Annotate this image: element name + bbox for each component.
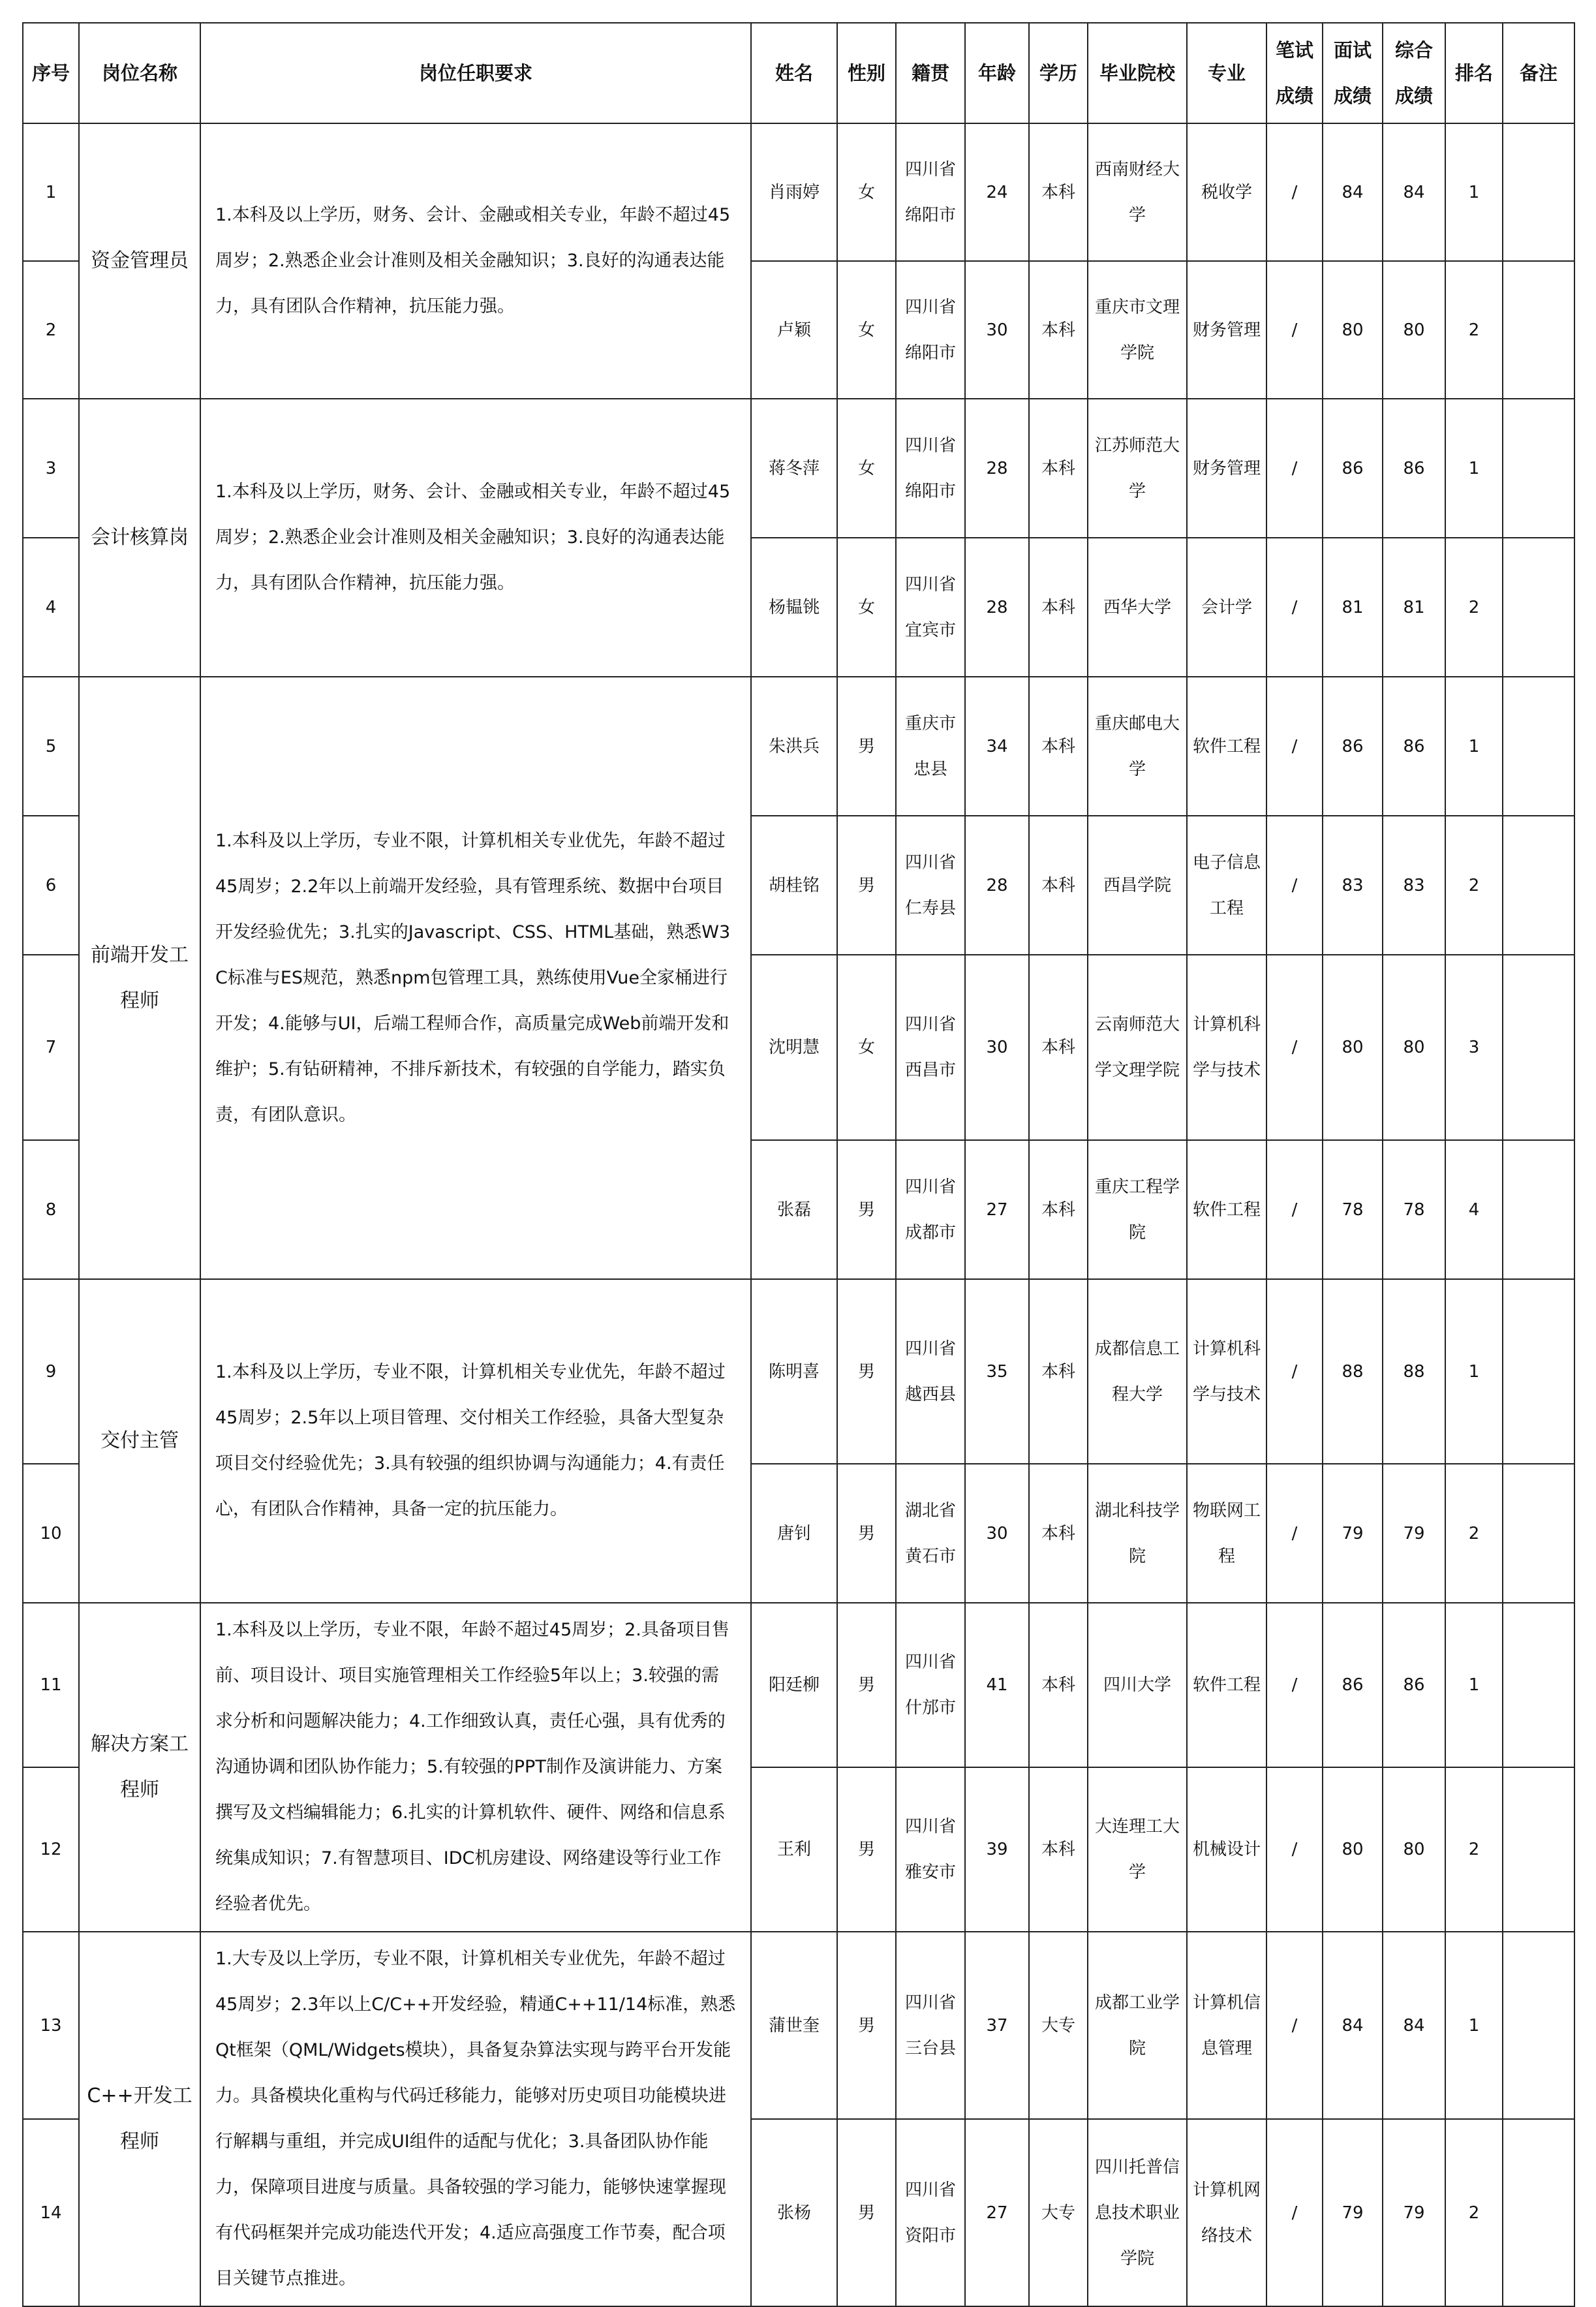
cell-origin: 四川省绵阳市 — [896, 399, 965, 538]
cell-education: 本科 — [1029, 123, 1088, 261]
cell-school: 大连理工大学 — [1088, 1767, 1187, 1932]
cell-no: 11 — [23, 1603, 79, 1767]
cell-major: 软件工程 — [1187, 1603, 1266, 1767]
cell-origin: 四川省三台县 — [896, 1932, 965, 2119]
cell-school: 西华大学 — [1088, 538, 1187, 677]
header-gender: 性别 — [837, 23, 896, 123]
cell-position: 会计核算岗 — [79, 399, 200, 677]
cell-name: 陈明喜 — [751, 1279, 837, 1464]
cell-requirement: 1.本科及以上学历，专业不限，年龄不超过45周岁；2.具备项目售前、项目设计、项目实施管理相关工作经验5年以上；3.较强的需求分析和问题解决能力；4.工作细致认真，责任心强，具有优秀的沟通协调和团队协作能力；5.有较强的PPT制作及演讲能力、方案撰写及文档编辑能力；6.扎实的计算机软件、硬件、网络和信息系统集成知识；7.有智慧项目、IDC机房建设、网络建设等行业工作经验者优先。 — [200, 1603, 751, 1932]
cell-interview-score: 84 — [1323, 123, 1383, 261]
cell-no: 12 — [23, 1767, 79, 1932]
cell-major: 电子信息工程 — [1187, 816, 1266, 955]
cell-major: 物联网工程 — [1187, 1464, 1266, 1603]
cell-age: 39 — [965, 1767, 1029, 1932]
cell-major: 计算机科学与技术 — [1187, 955, 1266, 1140]
cell-school: 成都信息工程大学 — [1088, 1279, 1187, 1464]
cell-position: 解决方案工程师 — [79, 1603, 200, 1932]
cell-requirement: 1.大专及以上学历，专业不限，计算机相关专业优先，年龄不超过45周岁；2.3年以上C/C++开发经验，精通C++11/14标准，熟悉Qt框架（QML/Widgets模块），具备复杂算法实现与跨平台开发能力。具备模块化重构与代码迁移能力，能够对历史项目功能模块进行解耦与重组，并完成UI组件的适配与优化；3.具备团队协作能力，保障项目进度与质量。具备较强的学习能力，能够快速掌握现有代码框架并完成功能迭代开发；4.适应高强度工作节奏，配合项目关键节点推进。 — [200, 1932, 751, 2306]
cell-name: 蒋冬萍 — [751, 399, 837, 538]
cell-written-score: / — [1266, 123, 1323, 261]
cell-total-score: 86 — [1383, 399, 1445, 538]
cell-no: 13 — [23, 1932, 79, 2119]
cell-interview-score: 83 — [1323, 816, 1383, 955]
cell-written-score: / — [1266, 1140, 1323, 1279]
header-education: 学历 — [1029, 23, 1088, 123]
cell-age: 37 — [965, 1932, 1029, 2119]
cell-interview-score: 80 — [1323, 261, 1383, 399]
cell-no: 3 — [23, 399, 79, 538]
cell-position: C++开发工程师 — [79, 1932, 200, 2306]
cell-remark — [1503, 2119, 1574, 2306]
cell-remark — [1503, 1603, 1574, 1767]
cell-gender: 男 — [837, 2119, 896, 2306]
cell-age: 28 — [965, 399, 1029, 538]
cell-position: 资金管理员 — [79, 123, 200, 399]
cell-total-score: 86 — [1383, 677, 1445, 816]
document-page — [22, 22, 1574, 2289]
cell-no: 6 — [23, 816, 79, 955]
cell-age: 30 — [965, 1464, 1029, 1603]
cell-school: 四川大学 — [1088, 1603, 1187, 1767]
cell-no: 9 — [23, 1279, 79, 1464]
cell-major: 计算机信息管理 — [1187, 1932, 1266, 2119]
cell-major: 软件工程 — [1187, 1140, 1266, 1279]
cell-remark — [1503, 677, 1574, 816]
cell-total-score: 81 — [1383, 538, 1445, 677]
cell-education: 本科 — [1029, 677, 1088, 816]
cell-written-score: / — [1266, 1464, 1323, 1603]
cell-no: 5 — [23, 677, 79, 816]
cell-no: 14 — [23, 2119, 79, 2306]
cell-major: 软件工程 — [1187, 677, 1266, 816]
cell-gender: 男 — [837, 677, 896, 816]
cell-total-score: 79 — [1383, 1464, 1445, 1603]
cell-gender: 女 — [837, 399, 896, 538]
cell-interview-score: 78 — [1323, 1140, 1383, 1279]
cell-education: 大专 — [1029, 1932, 1088, 2119]
cell-origin: 重庆市忠县 — [896, 677, 965, 816]
header-position: 岗位名称 — [79, 23, 200, 123]
recruitment-results-table — [22, 22, 1575, 2307]
cell-origin: 四川省绵阳市 — [896, 123, 965, 261]
header-no: 序号 — [23, 23, 79, 123]
cell-gender: 男 — [837, 1279, 896, 1464]
table-row — [23, 1603, 1574, 1767]
cell-age: 27 — [965, 2119, 1029, 2306]
table-header-row — [23, 23, 1574, 123]
cell-school: 重庆市文理学院 — [1088, 261, 1187, 399]
cell-education: 本科 — [1029, 1279, 1088, 1464]
cell-school: 江苏师范大学 — [1088, 399, 1187, 538]
cell-interview-score: 88 — [1323, 1279, 1383, 1464]
cell-school: 云南师范大学文理学院 — [1088, 955, 1187, 1140]
header-total-score: 综合成绩 — [1383, 23, 1445, 123]
cell-origin: 湖北省黄石市 — [896, 1464, 965, 1603]
cell-rank: 4 — [1445, 1140, 1503, 1279]
cell-rank: 2 — [1445, 816, 1503, 955]
cell-rank: 2 — [1445, 1767, 1503, 1932]
cell-education: 本科 — [1029, 955, 1088, 1140]
cell-origin: 四川省什邡市 — [896, 1603, 965, 1767]
cell-written-score: / — [1266, 816, 1323, 955]
cell-education: 本科 — [1029, 261, 1088, 399]
cell-interview-score: 86 — [1323, 1603, 1383, 1767]
cell-education: 本科 — [1029, 1767, 1088, 1932]
cell-interview-score: 84 — [1323, 1932, 1383, 2119]
cell-interview-score: 80 — [1323, 955, 1383, 1140]
cell-name: 唐钊 — [751, 1464, 837, 1603]
cell-position: 交付主管 — [79, 1279, 200, 1603]
cell-education: 本科 — [1029, 1603, 1088, 1767]
cell-gender: 男 — [837, 1932, 896, 2119]
cell-age: 30 — [965, 955, 1029, 1140]
cell-requirement: 1.本科及以上学历，财务、会计、金融或相关专业，年龄不超过45周岁；2.熟悉企业会计准则及相关金融知识；3.良好的沟通表达能力，具有团队合作精神，抗压能力强。 — [200, 399, 751, 677]
cell-school: 西昌学院 — [1088, 816, 1187, 955]
cell-gender: 男 — [837, 1603, 896, 1767]
cell-remark — [1503, 1767, 1574, 1932]
cell-age: 24 — [965, 123, 1029, 261]
cell-remark — [1503, 538, 1574, 677]
cell-total-score: 78 — [1383, 1140, 1445, 1279]
cell-total-score: 79 — [1383, 2119, 1445, 2306]
header-school: 毕业院校 — [1088, 23, 1187, 123]
cell-name: 胡桂铭 — [751, 816, 837, 955]
cell-total-score: 86 — [1383, 1603, 1445, 1767]
cell-education: 大专 — [1029, 2119, 1088, 2306]
cell-remark — [1503, 123, 1574, 261]
cell-school: 重庆邮电大学 — [1088, 677, 1187, 816]
cell-school: 四川托普信息技术职业学院 — [1088, 2119, 1187, 2306]
cell-requirement: 1.本科及以上学历，专业不限，计算机相关专业优先，年龄不超过45周岁；2.2年以上前端开发经验，具有管理系统、数据中台项目开发经验优先；3.扎实的Javascript、CSS、HTML基础，熟悉W3C标准与ES规范，熟悉npm包管理工具，熟练使用Vue全家桶进行开发；4.能够与UI，后端工程师合作，高质量完成Web前端开发和维护；5.有钻研精神，不排斥新技术，有较强的自学能力，踏实负责，有团队意识。 — [200, 677, 751, 1279]
cell-age: 41 — [965, 1603, 1029, 1767]
cell-no: 10 — [23, 1464, 79, 1603]
cell-total-score: 88 — [1383, 1279, 1445, 1464]
table-row — [23, 123, 1574, 261]
cell-no: 1 — [23, 123, 79, 261]
cell-written-score: / — [1266, 677, 1323, 816]
cell-total-score: 80 — [1383, 261, 1445, 399]
cell-total-score: 84 — [1383, 123, 1445, 261]
cell-interview-score: 79 — [1323, 2119, 1383, 2306]
cell-rank: 2 — [1445, 1464, 1503, 1603]
cell-interview-score: 81 — [1323, 538, 1383, 677]
cell-remark — [1503, 1279, 1574, 1464]
header-written-score: 笔试成绩 — [1266, 23, 1323, 123]
cell-written-score: / — [1266, 955, 1323, 1140]
cell-written-score: / — [1266, 1932, 1323, 2119]
cell-rank: 2 — [1445, 538, 1503, 677]
cell-remark — [1503, 1932, 1574, 2119]
cell-written-score: / — [1266, 1603, 1323, 1767]
cell-education: 本科 — [1029, 1140, 1088, 1279]
cell-written-score: / — [1266, 2119, 1323, 2306]
cell-major: 税收学 — [1187, 123, 1266, 261]
cell-remark — [1503, 399, 1574, 538]
cell-written-score: / — [1266, 538, 1323, 677]
cell-remark — [1503, 261, 1574, 399]
cell-origin: 四川省宜宾市 — [896, 538, 965, 677]
cell-gender: 男 — [837, 1464, 896, 1603]
cell-written-score: / — [1266, 399, 1323, 538]
cell-school: 成都工业学院 — [1088, 1932, 1187, 2119]
cell-origin: 四川省雅安市 — [896, 1767, 965, 1932]
cell-rank: 1 — [1445, 1932, 1503, 2119]
cell-name: 张杨 — [751, 2119, 837, 2306]
cell-origin: 四川省资阳市 — [896, 2119, 965, 2306]
cell-major: 计算机科学与技术 — [1187, 1279, 1266, 1464]
cell-origin: 四川省成都市 — [896, 1140, 965, 1279]
cell-total-score: 80 — [1383, 955, 1445, 1140]
cell-school: 湖北科技学院 — [1088, 1464, 1187, 1603]
cell-total-score: 83 — [1383, 816, 1445, 955]
cell-rank: 2 — [1445, 261, 1503, 399]
cell-name: 蒲世奎 — [751, 1932, 837, 2119]
cell-gender: 女 — [837, 955, 896, 1140]
cell-name: 卢颖 — [751, 261, 837, 399]
cell-origin: 四川省绵阳市 — [896, 261, 965, 399]
cell-remark — [1503, 816, 1574, 955]
cell-age: 35 — [965, 1279, 1029, 1464]
cell-education: 本科 — [1029, 816, 1088, 955]
cell-major: 财务管理 — [1187, 261, 1266, 399]
cell-gender: 男 — [837, 816, 896, 955]
cell-education: 本科 — [1029, 1464, 1088, 1603]
cell-requirement: 1.本科及以上学历，专业不限，计算机相关专业优先，年龄不超过45周岁；2.5年以上项目管理、交付相关工作经验，具备大型复杂项目交付经验优先；3.具有较强的组织协调与沟通能力；4.有责任心，有团队合作精神，具备一定的抗压能力。 — [200, 1279, 751, 1603]
cell-age: 34 — [965, 677, 1029, 816]
cell-education: 本科 — [1029, 399, 1088, 538]
cell-major: 会计学 — [1187, 538, 1266, 677]
cell-rank: 2 — [1445, 2119, 1503, 2306]
cell-education: 本科 — [1029, 538, 1088, 677]
table-row — [23, 1279, 1574, 1464]
cell-interview-score: 86 — [1323, 399, 1383, 538]
cell-gender: 男 — [837, 1767, 896, 1932]
cell-interview-score: 79 — [1323, 1464, 1383, 1603]
cell-written-score: / — [1266, 1279, 1323, 1464]
cell-rank: 3 — [1445, 955, 1503, 1140]
cell-no: 2 — [23, 261, 79, 399]
cell-origin: 四川省西昌市 — [896, 955, 965, 1140]
cell-school: 西南财经大学 — [1088, 123, 1187, 261]
cell-age: 30 — [965, 261, 1029, 399]
header-major: 专业 — [1187, 23, 1266, 123]
cell-name: 杨韫铫 — [751, 538, 837, 677]
header-name: 姓名 — [751, 23, 837, 123]
cell-age: 28 — [965, 816, 1029, 955]
cell-major: 财务管理 — [1187, 399, 1266, 538]
cell-name: 沈明慧 — [751, 955, 837, 1140]
cell-no: 7 — [23, 955, 79, 1140]
cell-rank: 1 — [1445, 123, 1503, 261]
cell-name: 阳廷柳 — [751, 1603, 837, 1767]
header-requirement: 岗位任职要求 — [200, 23, 751, 123]
cell-interview-score: 80 — [1323, 1767, 1383, 1932]
header-origin: 籍贯 — [896, 23, 965, 123]
table-row — [23, 1932, 1574, 2119]
header-rank: 排名 — [1445, 23, 1503, 123]
header-age: 年龄 — [965, 23, 1029, 123]
cell-interview-score: 86 — [1323, 677, 1383, 816]
header-interview-score: 面试成绩 — [1323, 23, 1383, 123]
cell-rank: 1 — [1445, 677, 1503, 816]
cell-gender: 女 — [837, 538, 896, 677]
cell-age: 28 — [965, 538, 1029, 677]
cell-written-score: / — [1266, 1767, 1323, 1932]
cell-name: 肖雨婷 — [751, 123, 837, 261]
cell-remark — [1503, 1464, 1574, 1603]
header-remark: 备注 — [1503, 23, 1574, 123]
cell-position: 前端开发工程师 — [79, 677, 200, 1279]
cell-gender: 女 — [837, 261, 896, 399]
cell-gender: 女 — [837, 123, 896, 261]
cell-rank: 1 — [1445, 1603, 1503, 1767]
cell-name: 王利 — [751, 1767, 837, 1932]
cell-total-score: 80 — [1383, 1767, 1445, 1932]
cell-major: 计算机网络技术 — [1187, 2119, 1266, 2306]
table-row — [23, 677, 1574, 816]
cell-rank: 1 — [1445, 1279, 1503, 1464]
cell-total-score: 84 — [1383, 1932, 1445, 2119]
cell-major: 机械设计 — [1187, 1767, 1266, 1932]
table-row — [23, 399, 1574, 538]
cell-rank: 1 — [1445, 399, 1503, 538]
cell-remark — [1503, 955, 1574, 1140]
cell-school: 重庆工程学院 — [1088, 1140, 1187, 1279]
cell-name: 朱洪兵 — [751, 677, 837, 816]
cell-age: 27 — [965, 1140, 1029, 1279]
cell-written-score: / — [1266, 261, 1323, 399]
cell-no: 4 — [23, 538, 79, 677]
cell-requirement: 1.本科及以上学历，财务、会计、金融或相关专业，年龄不超过45周岁；2.熟悉企业会计准则及相关金融知识；3.良好的沟通表达能力，具有团队合作精神，抗压能力强。 — [200, 123, 751, 399]
cell-name: 张磊 — [751, 1140, 837, 1279]
cell-origin: 四川省越西县 — [896, 1279, 965, 1464]
cell-origin: 四川省仁寿县 — [896, 816, 965, 955]
cell-remark — [1503, 1140, 1574, 1279]
cell-no: 8 — [23, 1140, 79, 1279]
cell-gender: 男 — [837, 1140, 896, 1279]
